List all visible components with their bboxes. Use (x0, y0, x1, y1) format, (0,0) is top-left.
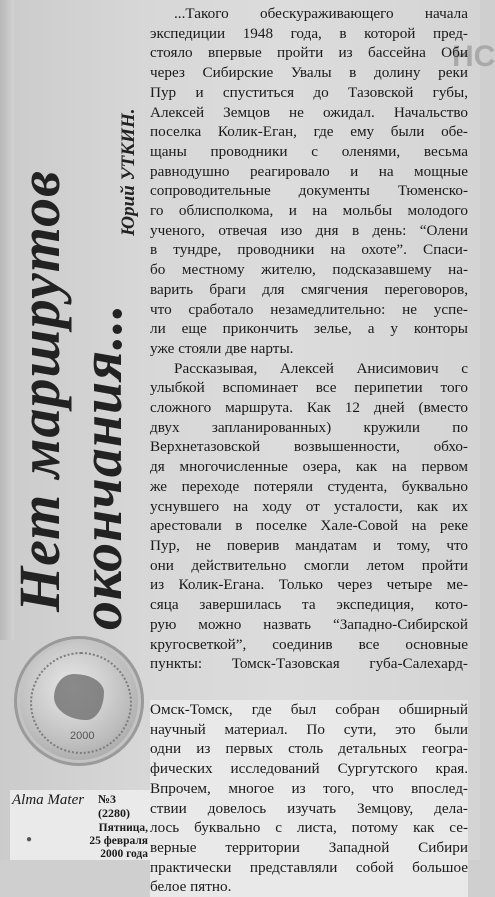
bleed-through-letters: НС (452, 40, 495, 73)
article-line: рую можно назвать “Западно-Сибирской (150, 615, 468, 633)
article-line: Верхнетазовской возвышенности, обхо- (150, 438, 468, 456)
article-line: одни из первых столь детальных геогра- (150, 740, 468, 758)
article-line: в тундре, проводники на охоте”. Спаси- (150, 241, 468, 259)
article-line: экспедиции 1948 года, в которой пред- (150, 24, 468, 42)
article-line: ...Такого обескураживающего начала (174, 5, 468, 22)
article-line: сяца завершилась та экспедиция, кото- (150, 596, 468, 614)
article-line: Алексей Земцов не ожидал. Начальство (150, 103, 468, 121)
article-line: что сработало незамедлительно: не успе- (150, 300, 468, 318)
masthead-footer (10, 790, 150, 860)
article-line: го облисполкома, и на мольбы молодого (150, 202, 468, 220)
article-line: Впрочем, многое из того, что впослед- (150, 779, 468, 797)
article-line: равнодушно реагировало и на мощные (150, 162, 468, 180)
article-line: сопроводительные документы Тюменско- (150, 182, 468, 200)
article-line: ствии довелось изучать Земцову, делa- (150, 799, 468, 817)
article-line: дя многочисленные озера, как на первом (150, 458, 468, 476)
coin-year: 2000 (70, 730, 95, 742)
issue-date: 25 февраля (89, 835, 148, 847)
bullet-icon: ● (26, 834, 33, 845)
article-line: Рассказывая, Алексей Анисимович с (174, 359, 468, 377)
article-line: Омск-Томск, где был собран обширный (150, 701, 468, 718)
commemorative-coin-icon (14, 636, 144, 766)
article-line: ли еще прикончить зелье, а у конторы (150, 320, 468, 338)
article-body-continued (150, 700, 468, 897)
article-line: стояло впервые пройти из бассейна Оби (150, 44, 468, 62)
article-line: пункты: Томск-Тазовская губа-Салехард- (150, 655, 468, 673)
article-line: научный материал. По сути, это были (150, 720, 468, 738)
issue-year: 2000 года (100, 848, 148, 860)
article-line: фических исследований Сургутского края. (150, 760, 468, 778)
article-line: уже стояли две нарты. (150, 339, 294, 357)
article-line: бо местному жителю, подсказавшему на- (150, 261, 468, 279)
article-line: варить браги для смягчения переговоров, (150, 280, 468, 298)
article-line: улыбкой вспоминает все перипетии того (150, 379, 468, 397)
article-line: щаны проводники с оленями, весьма (150, 142, 468, 160)
article-line: арестовали в поселке Хале-Совой на реке (150, 517, 468, 535)
article-line: Пур, не поверив мандатам и тому, что (150, 536, 468, 554)
issue-weekday: Пятница, (98, 822, 148, 834)
article-line: же переходе потеряли студента, буквально (150, 477, 468, 495)
article-line: верные территории Западной Сибири (150, 838, 468, 856)
article-line: двух запланированных) кружили по (150, 418, 468, 436)
article-line: Пур и спуститься до Тазовской губы, (150, 83, 468, 101)
article-line: из Колик-Егана. Только через четыре ме- (150, 576, 468, 594)
author-byline: Юрий УТКИН. (118, 108, 139, 236)
issue-number: №3 (98, 792, 117, 806)
headline-line-1: Нет маршрутов (7, 170, 72, 612)
article-line: кругосветкой”, соединив все основные (150, 635, 468, 653)
article-line: они действительно смогли летом пройти (150, 556, 468, 574)
publication-name: Alma Mater (12, 792, 85, 808)
headline-area (0, 0, 150, 640)
article-line: сложного маршрута. Как 12 дней (вместо (150, 399, 468, 417)
article-line: ученого, отвечая изо дня в день: “Олени (150, 221, 468, 239)
article-line: белое пятно. (150, 878, 232, 896)
article-line: поселка Колик-Еган, где ему были обе- (150, 123, 468, 141)
article-line: уснувшего на ходу от усталости, как их (150, 497, 468, 515)
issue-total: (2280) (98, 806, 130, 820)
article-line: через Сибирские Увалы в долину реки (150, 64, 468, 82)
article-line: практически представляли собой большое (150, 858, 468, 876)
article-line: лось буквально с листа, потому как се- (150, 819, 468, 837)
headline-line-2: окончания... (69, 303, 134, 630)
article-body (150, 4, 468, 674)
